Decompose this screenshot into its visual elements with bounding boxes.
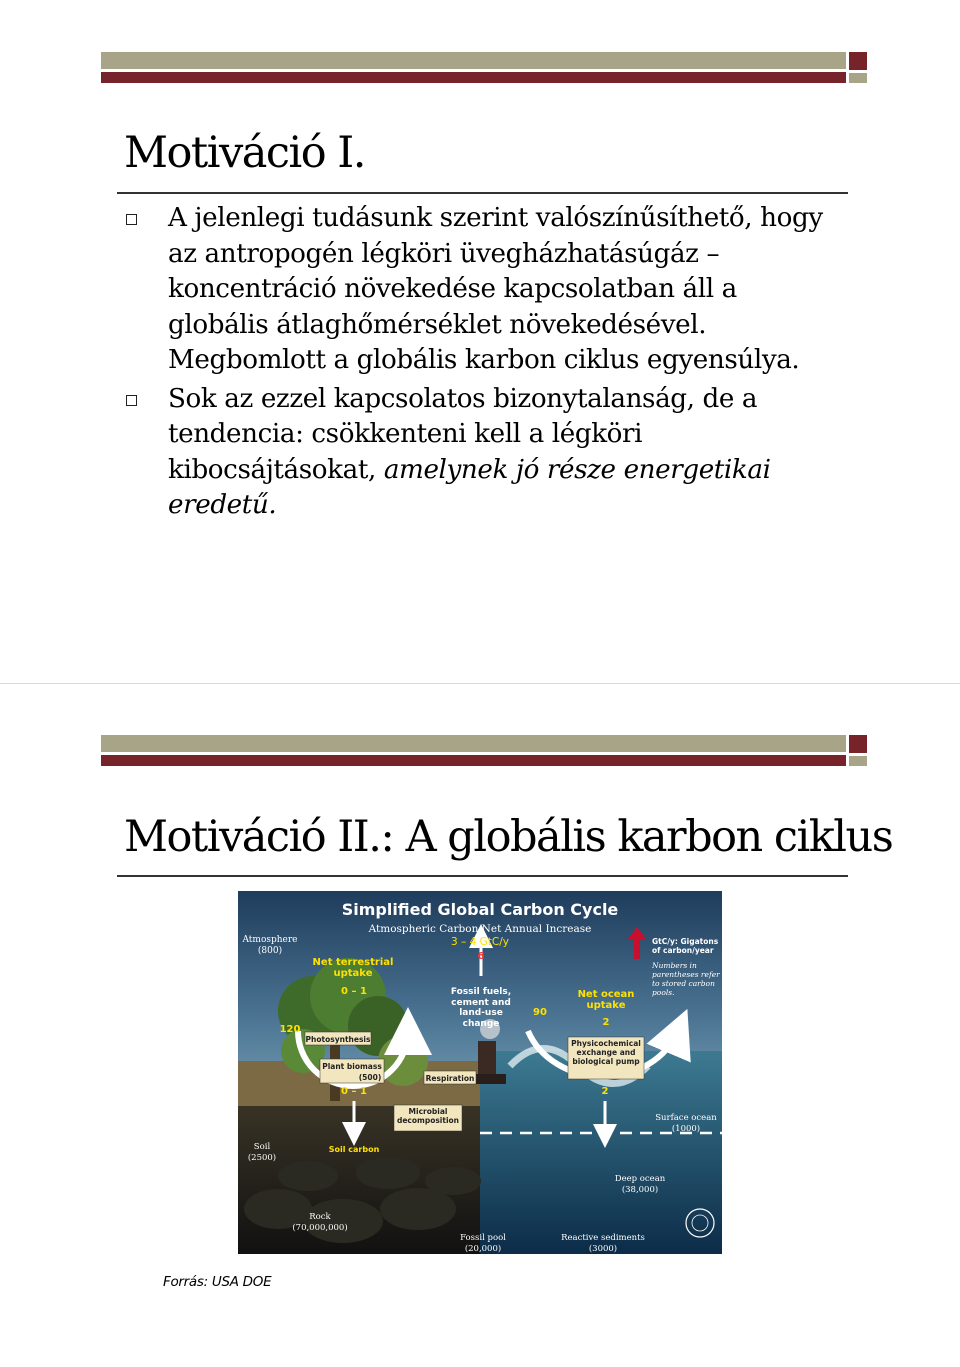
net-terrestrial-value: 0 – 1 bbox=[341, 986, 367, 997]
microbial-label: Microbial decomposition bbox=[396, 1107, 460, 1125]
fossil-pool-label: Fossil pool bbox=[460, 1233, 506, 1243]
plant-biomass-label: Plant biomass bbox=[322, 1062, 382, 1071]
fossil-pool-value: (20,000) bbox=[464, 1244, 502, 1254]
bullet-text-emphasis: amelynek jó része energetikai eredetű. bbox=[168, 454, 771, 520]
respiration-label: Respiration bbox=[425, 1074, 475, 1083]
header-bar-olive bbox=[101, 52, 846, 69]
surface-ocean-label: Surface ocean bbox=[655, 1113, 717, 1123]
source-caption: Forrás: USA DOE bbox=[163, 1274, 272, 1290]
slide-1 bbox=[0, 0, 960, 683]
slide-2 bbox=[0, 684, 960, 1367]
photosynthesis-label: Photosynthesis bbox=[305, 1035, 371, 1044]
slide-title: Motiváció II.: A globális karbon ciklus bbox=[124, 812, 893, 862]
rock-pool: (70,000,000) bbox=[292, 1223, 348, 1233]
net-ocean-label: Net ocean uptake bbox=[577, 989, 635, 1011]
plant-biomass-pool: (500) bbox=[358, 1073, 382, 1082]
photosynthesis-flux-value: 120 bbox=[279, 1024, 301, 1035]
fossil-fuel-label: Fossil fuels, cement and land-use change bbox=[450, 987, 512, 1029]
header-square-olive bbox=[849, 756, 867, 766]
header-square-maroon bbox=[849, 52, 867, 70]
header-bar-maroon bbox=[101, 72, 846, 83]
sediments-label: Reactive sediments bbox=[561, 1233, 645, 1243]
fossil-flux-value: 6 bbox=[477, 951, 485, 962]
legend-note: Numbers in parentheses refer to stored carbon pools. bbox=[652, 961, 720, 997]
header-square-olive bbox=[849, 73, 867, 83]
carbon-cycle-figure bbox=[238, 891, 722, 1254]
sediments-value: (3000) bbox=[588, 1244, 618, 1254]
ocean-in-flux-value: 90 bbox=[533, 1007, 547, 1018]
slide-title: Motiváció I. bbox=[124, 128, 365, 178]
bullet-list bbox=[124, 201, 844, 527]
title-underline bbox=[117, 875, 848, 877]
square-bullet-icon bbox=[126, 214, 137, 225]
net-terrestrial-label: Net terrestrial uptake bbox=[312, 957, 394, 979]
net-ocean-value: 2 bbox=[602, 1017, 610, 1028]
deep-ocean-pool: (38,000) bbox=[621, 1185, 659, 1195]
atmosphere-label: Atmosphere bbox=[242, 935, 298, 945]
legend-unit: GtC/y: Gigatons of carbon/year bbox=[652, 937, 719, 955]
bullet-text: A jelenlegi tudásunk szerint valószínűsíthető, hogy az antropogén légköri üvegházhatásúgáz – koncentráció növekedése kapcsolatban áll a globális átlaghőmérséklet növekedésével. Megbomlott a globális karbon ciklus egyensúlya. bbox=[168, 203, 823, 375]
figure-title: Simplified Global Carbon Cycle bbox=[341, 900, 619, 919]
physico-label: Physicochemical exchange and biological pump bbox=[571, 1039, 641, 1066]
net-increase-arrow-icon bbox=[634, 937, 640, 959]
decorative-header-bar bbox=[101, 52, 867, 83]
bullet-text: Sok az ezzel kapcsolatos bizonytalanság, de a tendencia: csökkenteni kell a légköri kibocsájtásokat, bbox=[168, 383, 758, 485]
title-underline bbox=[117, 192, 848, 194]
atmosphere-pool: (800) bbox=[257, 946, 283, 956]
net-increase-value: 3 – 4 GtC/y bbox=[451, 936, 509, 948]
deep-ocean-label: Deep ocean bbox=[614, 1174, 666, 1184]
header-bar-maroon bbox=[101, 755, 846, 766]
decorative-header-bar bbox=[101, 735, 867, 766]
header-bar-olive bbox=[101, 735, 846, 752]
soil-carbon-label: Soil carbon bbox=[328, 1145, 380, 1154]
soil-flux-value: 0 – 1 bbox=[341, 1086, 367, 1097]
rock-label: Rock bbox=[309, 1212, 331, 1222]
bullet-item bbox=[124, 201, 844, 379]
ocean-flux-value: 2 bbox=[601, 1086, 609, 1097]
soil-label: Soil bbox=[253, 1142, 271, 1152]
header-square-maroon bbox=[849, 735, 867, 753]
soil-pool: (2500) bbox=[247, 1153, 277, 1163]
surface-ocean-pool: (1000) bbox=[671, 1124, 701, 1134]
figure-subtitle: Atmospheric Carbon Net Annual Increase bbox=[368, 923, 592, 935]
bullet-item bbox=[124, 382, 844, 524]
square-bullet-icon bbox=[126, 395, 137, 406]
